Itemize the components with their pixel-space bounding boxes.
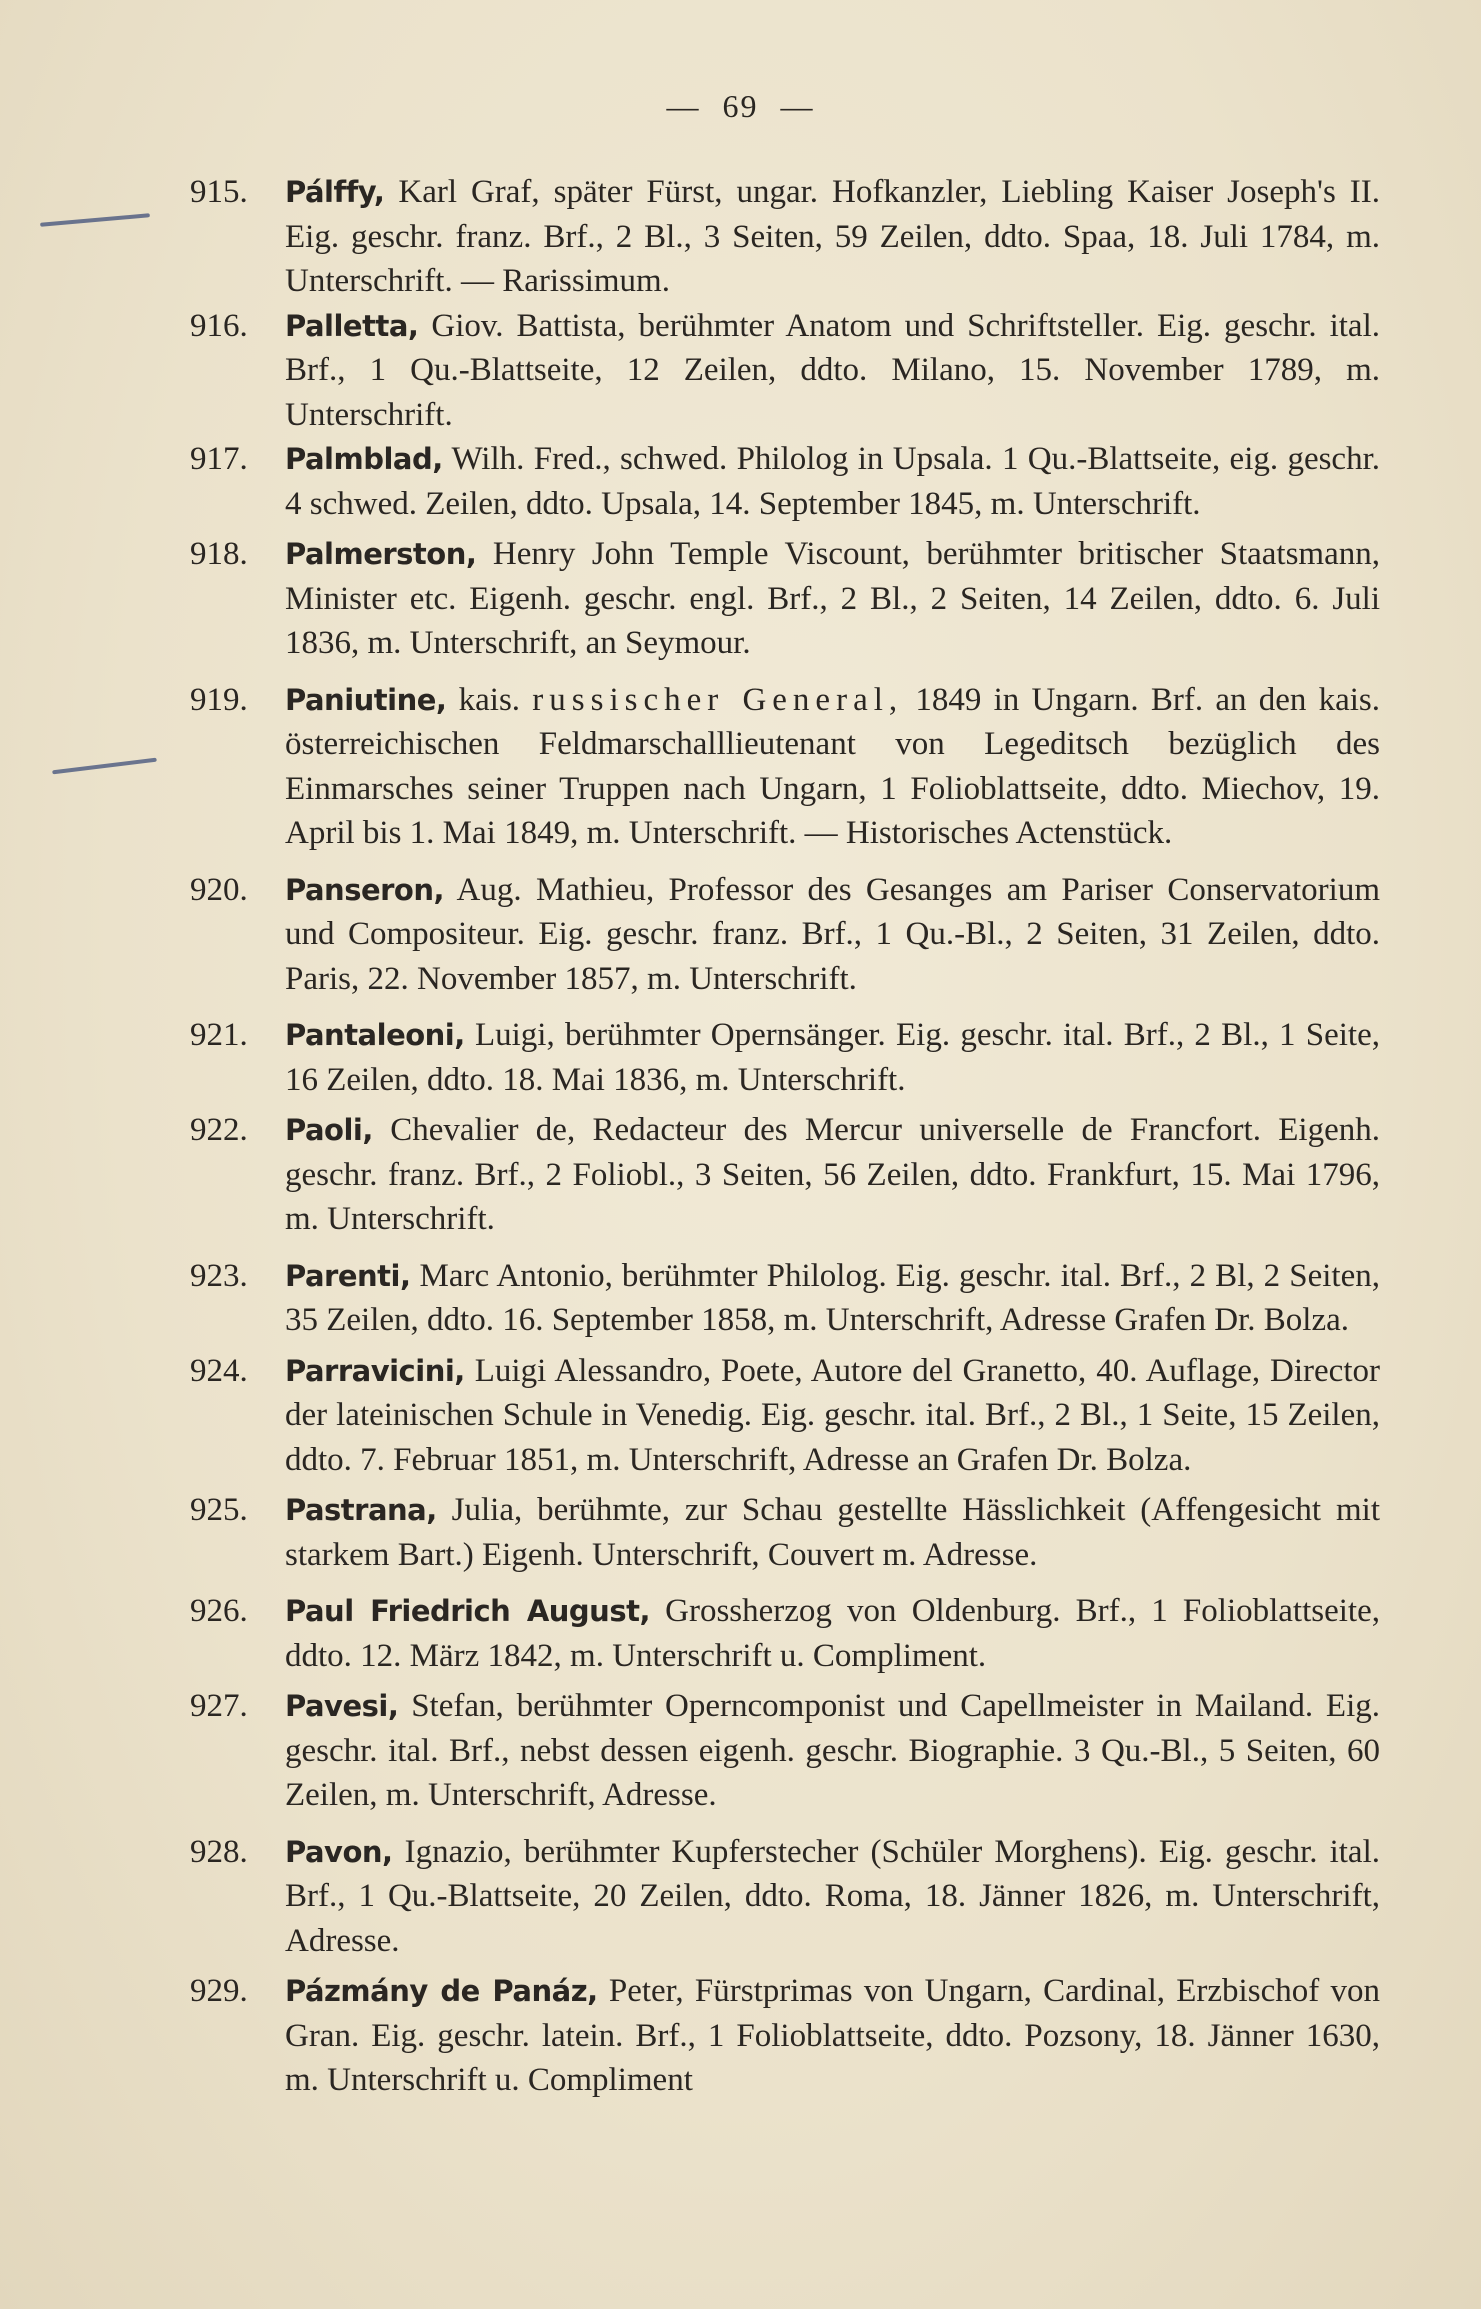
page-number — [0, 88, 1481, 125]
entry-number: 917. — [190, 441, 248, 477]
catalogue-entry — [190, 1830, 1380, 1964]
entry-text: 1849 in Ungarn. Brf. an den kais. österreichischen Feldmarschalllieutenant von Legeditsch bezüglich des Einmarsches seiner Truppen nach Ungarn, 1 Folioblattseite, ddto. Miechov, 19. April bis 1. Mai 1849, m. Unterschrift. — Historisches Actenstück. — [285, 681, 1380, 851]
page-number-value: 69 — [722, 88, 759, 124]
entry-number: 922. — [190, 1112, 248, 1148]
entry-number: 929. — [190, 1973, 248, 2009]
catalogue-entries — [190, 170, 1380, 2103]
catalogue-entry — [190, 678, 1380, 856]
catalogue-entry — [190, 437, 1380, 526]
entry-name: Pálffy, — [285, 175, 385, 209]
entry-number: 919. — [190, 681, 248, 718]
entry-name: Paul Friedrich August, — [285, 1594, 650, 1628]
entry-number: 927. — [190, 1688, 248, 1724]
pencil-mark — [40, 213, 150, 227]
entry-number: 915. — [190, 174, 248, 210]
entry-number: 918. — [190, 536, 248, 572]
entry-name: Palmerston, — [285, 537, 477, 571]
entry-text: Julia, berühmte, zur Schau gestellte Hässlichkeit (Affengesicht mit starkem Bart.) Eigenh. Unterschrift, Couvert m. Adresse. — [285, 1492, 1380, 1573]
catalogue-entry — [190, 868, 1380, 1002]
entry-name: Palmblad, — [285, 442, 443, 476]
entry-name: Palletta, — [285, 308, 419, 343]
catalogue-entry — [190, 1684, 1380, 1818]
entry-text: Karl Graf, später Fürst, ungar. Hofkanzler, Liebling Kaiser Joseph's II. Eig. geschr. franz. Brf., 2 Bl., 3 Seiten, 59 Zeilen, ddto. Spaa, 18. Juli 1784, m. Unterschrift. — Rarissimum. — [285, 174, 1380, 299]
entry-number: 921. — [190, 1017, 248, 1053]
entry-text: Giov. Battista, berühmter Anatom und Schriftsteller. Eig. geschr. ital. Brf., 1 Qu.-Blattseite, 12 Zeilen, ddto. Milano, 15. November 1789, m. Unterschrift. — [285, 307, 1380, 433]
pencil-mark — [52, 758, 157, 775]
page-number-dash: — — [780, 88, 815, 124]
catalogue-entry — [190, 532, 1380, 666]
entry-name: Parenti, — [285, 1258, 411, 1293]
entry-name: Parravicini, — [285, 1353, 465, 1388]
catalogue-entry — [190, 304, 1380, 438]
entry-name: Paniutine, — [285, 682, 447, 717]
entry-number: 924. — [190, 1352, 248, 1389]
entry-text: Peter, Fürstprimas von Ungarn, Cardinal, Erzbischof von Gran. Eig. geschr. latein. Brf., 1 Folioblattseite, ddto. Pozsony, 18. Jänner 1630, m. Unterschrift u. Compliment — [285, 1973, 1380, 2098]
entry-text: Luigi, berühmter Opernsänger. Eig. geschr. ital. Brf., 2 Bl., 1 Seite, 16 Zeilen, ddto. 18. Mai 1836, m. Unterschrift. — [285, 1017, 1380, 1098]
entry-text: Henry John Temple Viscount, berühmter britischer Staatsmann, Minister etc. Eigenh. geschr. engl. Brf., 2 Bl., 2 Seiten, 14 Zeilen, ddto. 6. Juli 1836, m. Unterschrift, an Seymour. — [285, 536, 1380, 661]
entry-name: Pantaleoni, — [285, 1018, 465, 1052]
entry-text: Chevalier de, Redacteur des Mercur universelle de Francfort. Eigenh. geschr. franz. Brf., 2 Foliobl., 3 Seiten, 56 Zeilen, ddto. Frankfurt, 15. Mai 1796, m. Unterschrift. — [285, 1112, 1380, 1237]
catalogue-entry — [190, 1013, 1380, 1102]
catalogue-entry — [190, 170, 1380, 304]
entry-text: Marc Antonio, berühmter Philolog. Eig. geschr. ital. Brf., 2 Bl, 2 Seiten, 35 Zeilen, ddto. 16. September 1858, m. Unterschrift, Adresse Grafen Dr. Bolza. — [285, 1257, 1380, 1338]
page-number-dash: — — [666, 88, 701, 124]
entry-number: 925. — [190, 1492, 248, 1528]
entry-text: Grossherzog von Oldenburg. Brf., 1 Folioblattseite, ddto. 12. März 1842, m. Unterschrift u. Compliment. — [285, 1593, 1380, 1674]
entry-text-spaced: russischer General, — [532, 681, 904, 718]
entry-text: Luigi Alessandro, Poete, Autore del Granetto, 40. Auflage, Director der lateinischen Schule in Venedig. Eig. geschr. ital. Brf., 2 Bl., 1 Seite, 15 Zeilen, ddto. 7. Februar 1851, m. Unterschrift, Adresse an Grafen Dr. Bolza. — [285, 1352, 1380, 1478]
entry-text: Aug. Mathieu, Professor des Gesanges am Pariser Conservatorium und Compositeur. Eig. geschr. franz. Brf., 1 Qu.-Bl., 2 Seiten, 31 Zeilen, ddto. Paris, 22. November 1857, m. Unterschrift. — [285, 871, 1380, 997]
catalogue-entry — [190, 1349, 1380, 1483]
entry-number: 928. — [190, 1833, 248, 1870]
entry-number: 920. — [190, 871, 248, 908]
catalogue-entry — [190, 1969, 1380, 2103]
entry-text: Ignazio, berühmter Kupferstecher (Schüler Morghens). Eig. geschr. ital. Brf., 1 Qu.-Blattseite, 20 Zeilen, ddto. Roma, 18. Jänner 1826, m. Unterschrift, Adresse. — [285, 1833, 1380, 1959]
catalogue-entry — [190, 1589, 1380, 1678]
entry-name: Pázmány de Panáz, — [285, 1974, 598, 2008]
catalogue-entry — [190, 1254, 1380, 1343]
catalogue-entry — [190, 1488, 1380, 1577]
entry-number: 923. — [190, 1257, 248, 1294]
entry-name: Paoli, — [285, 1113, 373, 1147]
entry-text: Stefan, berühmter Operncomponist und Capellmeister in Mailand. Eig. geschr. ital. Brf., nebst dessen eigenh. geschr. Biographie. 3 Qu.-Bl., 5 Seiten, 60 Zeilen, m. Unterschrift, Adresse. — [285, 1688, 1380, 1813]
entry-text-prefix: kais. — [446, 681, 533, 718]
entry-name: Pastrana, — [285, 1493, 437, 1527]
entry-name: Pavesi, — [285, 1689, 399, 1723]
entry-name: Panseron, — [285, 872, 445, 907]
entry-number: 926. — [190, 1593, 248, 1629]
entry-number: 916. — [190, 307, 248, 344]
catalogue-entry — [190, 1108, 1380, 1242]
entry-name: Pavon, — [285, 1834, 393, 1869]
entry-text: Wilh. Fred., schwed. Philolog in Upsala. 1 Qu.-Blattseite, eig. geschr. 4 schwed. Zeilen, ddto. Upsala, 14. September 1845, m. Unterschrift. — [285, 441, 1380, 522]
